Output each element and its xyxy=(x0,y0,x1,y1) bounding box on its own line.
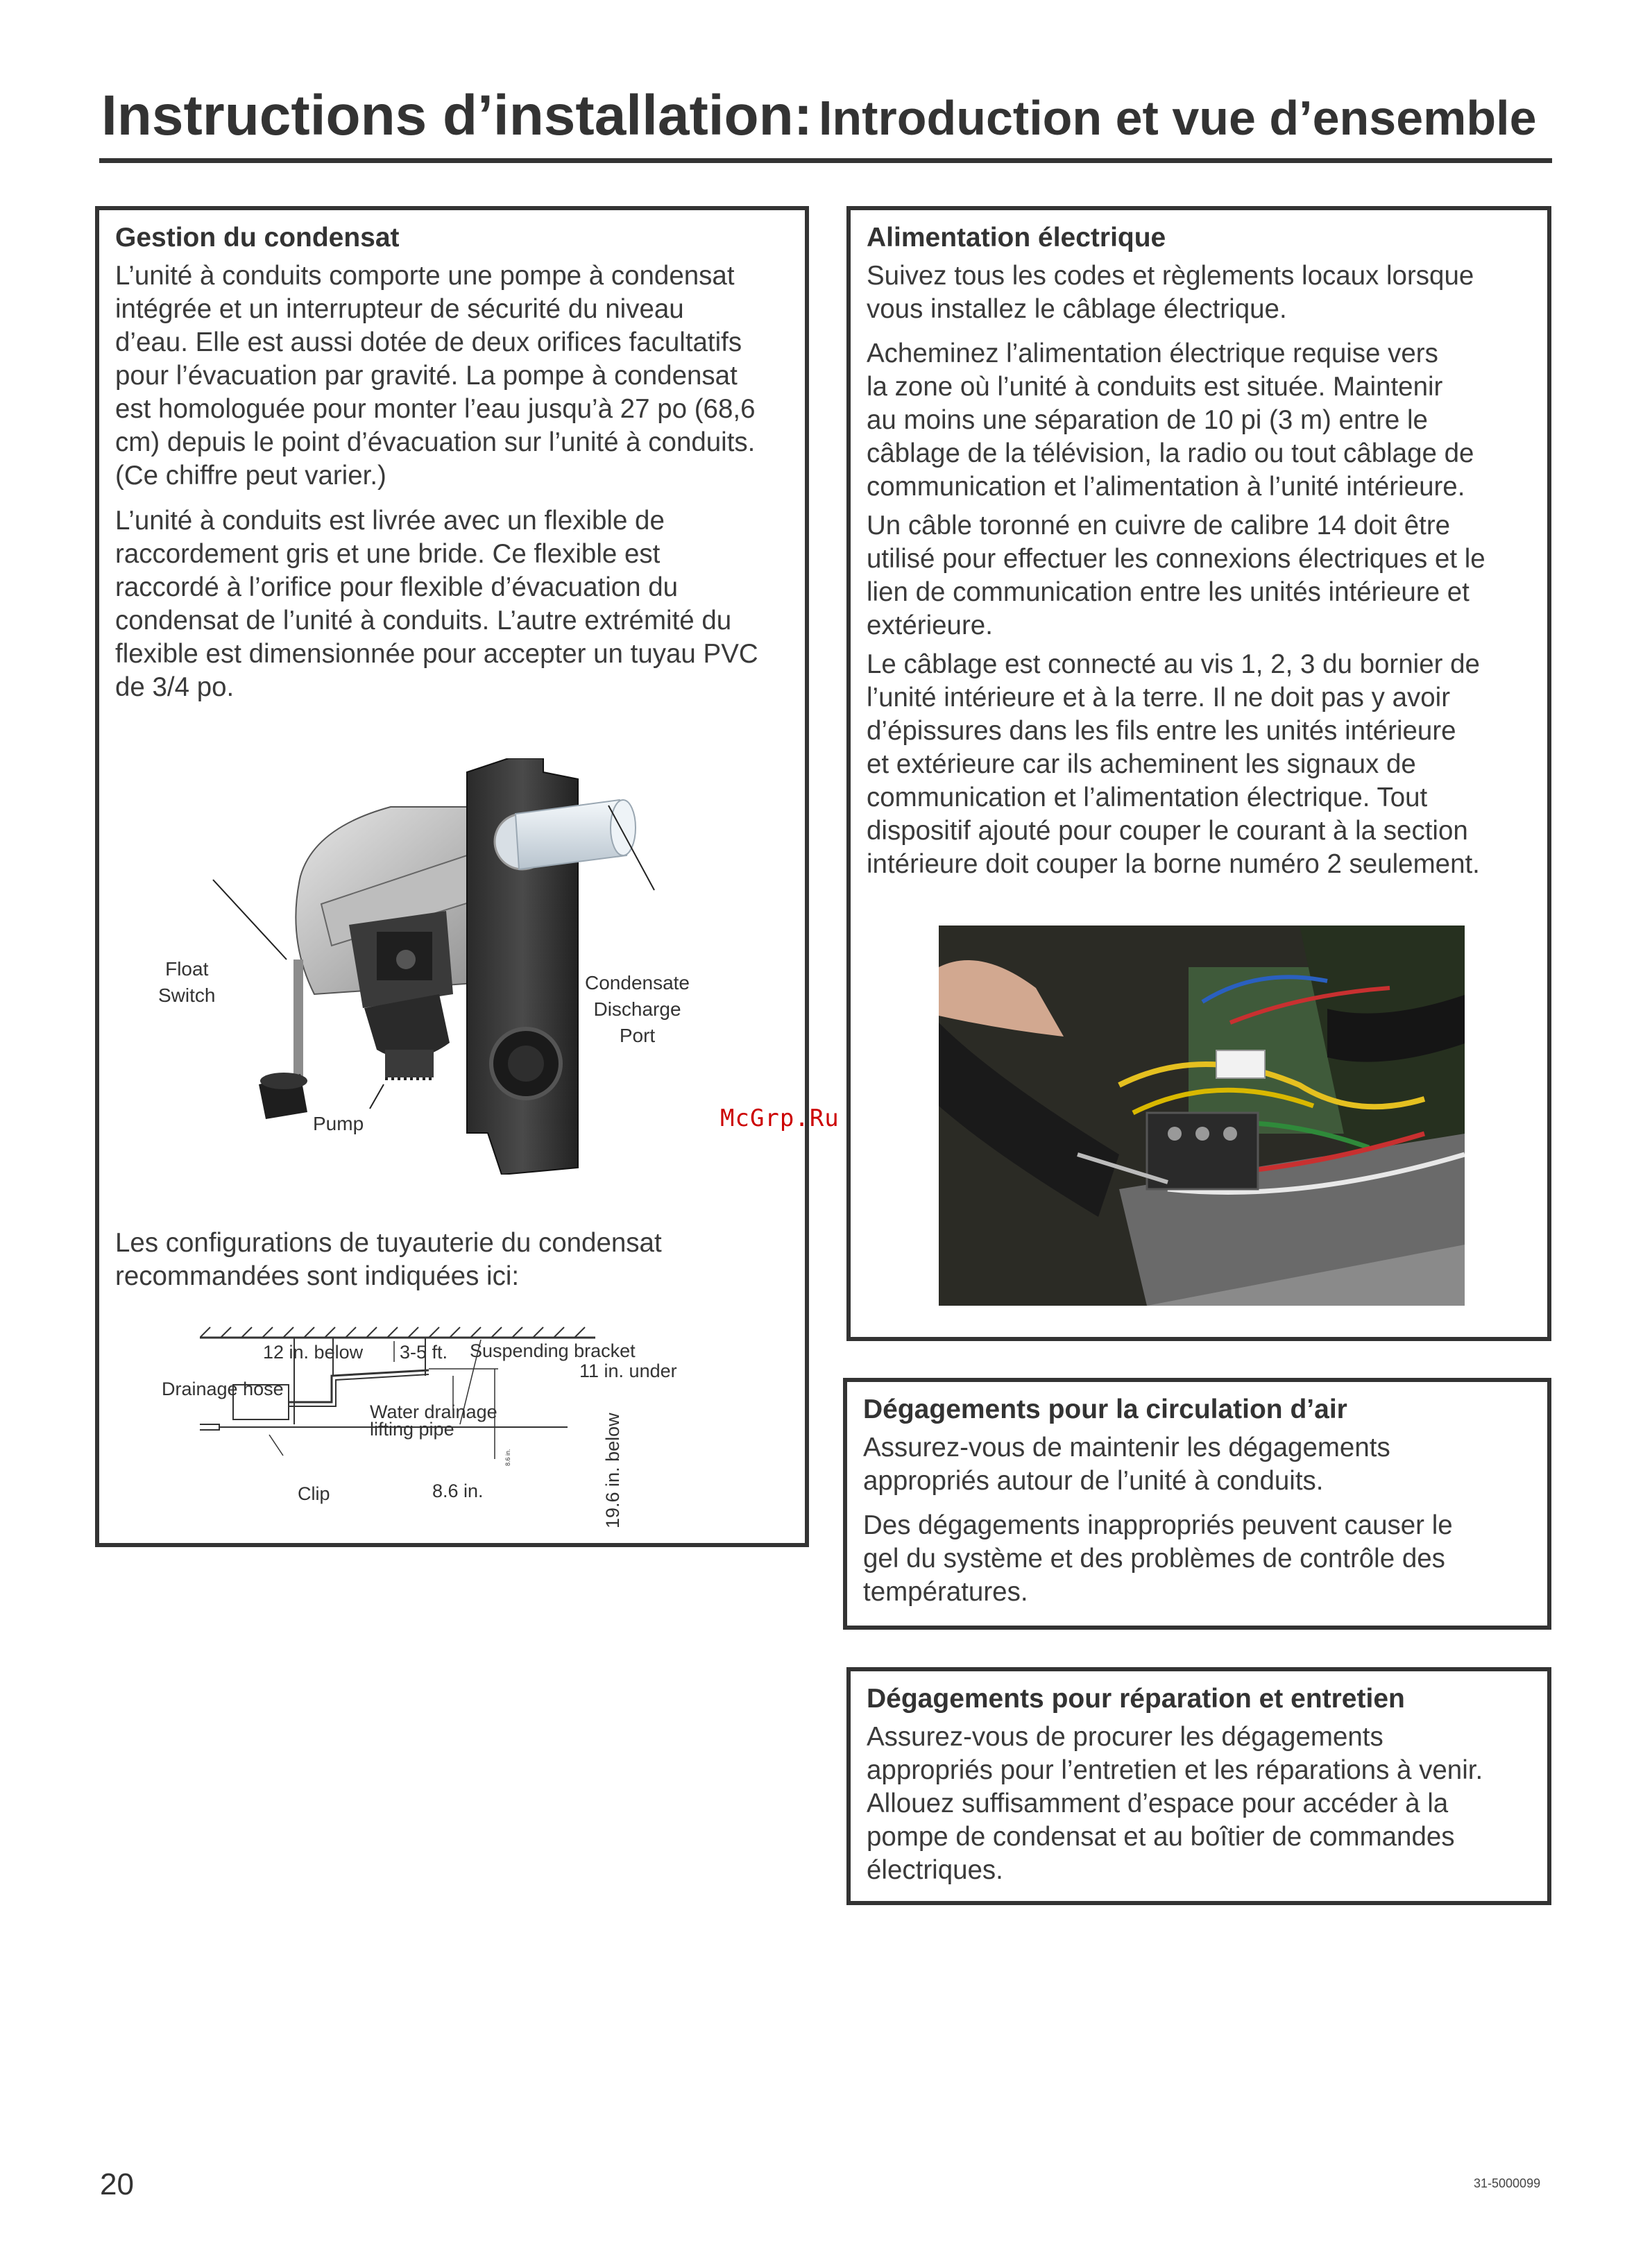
condensate-para-1: L’unité à conduits comporte une pompe à condensat intégrée et un interrupteur de sécurité du niveau d’eau. Elle est aussi dotée de deux orifices facultatifs pour l’évacuation par gravité. La pompe à condensat est homologuée pour monter l’eau jusqu’à 27 po (68,6 cm) depuis le point d’évacuation sur l’unité à conduits. (Ce chiffre peut varier.) xyxy=(115,261,756,491)
airflow-para-2: Des dégagements inappropriés peuvent causer le gel du système et des problèmes de contrôle des températures. xyxy=(863,1510,1453,1607)
power-heading: Alimentation électrique xyxy=(867,223,1166,253)
float-switch-label: Float Switch xyxy=(158,958,216,1006)
title-rule xyxy=(99,158,1552,163)
watermark: McGrp.Ru xyxy=(720,1105,840,1132)
diag-small-dim: 8.6 in. xyxy=(504,1449,511,1466)
diag-suspending-bracket: Suspending bracket xyxy=(470,1340,636,1361)
diag-lifting-pipe: lifting pipe xyxy=(370,1419,454,1440)
wiring-photo xyxy=(939,926,1465,1306)
diag-12in-below: 12 in. below xyxy=(263,1342,364,1363)
power-para-1: Suivez tous les codes et règlements locaux lorsque vous installez le câblage électrique. xyxy=(867,261,1474,324)
diag-8-6in: 8.6 in. xyxy=(432,1481,484,1501)
power-box xyxy=(846,206,1551,1341)
power-para-3: Un câble toronné en cuivre de calibre 14 doit être utilisé pour effectuer les connexions électriques et le lien de communication entre les unités intérieure et extérieure. xyxy=(867,511,1485,640)
service-box xyxy=(846,1667,1551,1905)
condensate-box xyxy=(95,206,809,1547)
page-title-main: Instructions d’installation: xyxy=(101,84,813,147)
condensate-para-3: Les configurations de tuyauterie du condensat recommandées sont indiquées ici: xyxy=(115,1228,662,1291)
power-para-4: Le câblage est connecté au vis 1, 2, 3 du bornier de l’unité intérieure et à la terre. Il ne doit pas y avoir d’épissures dans les fils entre les unités intérieure et extérieure car ils acheminent les signaux de communication et l’alimentation électrique. Tout dispositif ajouté pour couper le courant à la section intérieure doit couper la borne numéro 2 seulement. xyxy=(867,649,1480,879)
diag-11in-under: 11 in. under xyxy=(579,1361,677,1381)
page-number: 20 xyxy=(100,2167,134,2201)
diag-drainage-hose: Drainage hose xyxy=(162,1379,284,1399)
condensate-heading: Gestion du condensat xyxy=(115,223,400,253)
service-heading: Dégagements pour réparation et entretien xyxy=(867,1684,1405,1714)
diag-clip: Clip xyxy=(298,1483,330,1504)
airflow-heading: Dégagements pour la circulation d’air xyxy=(863,1395,1347,1424)
diag-water-drainage: Water drainage xyxy=(370,1401,497,1422)
pump-label: Pump xyxy=(313,1113,364,1134)
page-title-sub: Introduction et vue d’ensemble xyxy=(818,91,1537,145)
discharge-port-label: Condensate Discharge Port xyxy=(585,972,690,1046)
page-title xyxy=(101,83,1537,148)
service-para-1: Assurez-vous de procurer les dégagements appropriés pour l’entretien et les réparations à venir. Allouez suffisamment d’espace pour accéder à la pompe de condensat et au boîtier de commandes électriques. xyxy=(867,1722,1483,1885)
condensate-pump-photo xyxy=(210,758,710,1175)
diag-3-5ft: 3-5 ft. xyxy=(400,1342,448,1363)
document-code: 31-5000099 xyxy=(1474,2176,1541,2190)
condensate-para-2: L’unité à conduits est livrée avec un flexible de raccordement gris et une bride. Ce flexible est raccordé à l’orifice pour flexible d’évacuation du condensat de l’unité à conduits. L’autre extrémité du flexible est dimensionnée pour accepter un tuyau PVC de 3/4 po. xyxy=(115,506,758,702)
power-para-2: Acheminez l’alimentation électrique requise vers la zone où l’unité à conduits est située. Maintenir au moins une séparation de 10 pi (3 m) entre le câblage de la télévision, la radio ou tout câblage de communication et l’alimentation à l’unité intérieure. xyxy=(867,339,1474,502)
airflow-para-1: Assurez-vous de maintenir les dégagements appropriés autour de l’unité à conduits. xyxy=(863,1433,1390,1496)
diag-19-6in-below: 19.6 in. below xyxy=(602,1413,623,1528)
airflow-box xyxy=(843,1378,1551,1630)
